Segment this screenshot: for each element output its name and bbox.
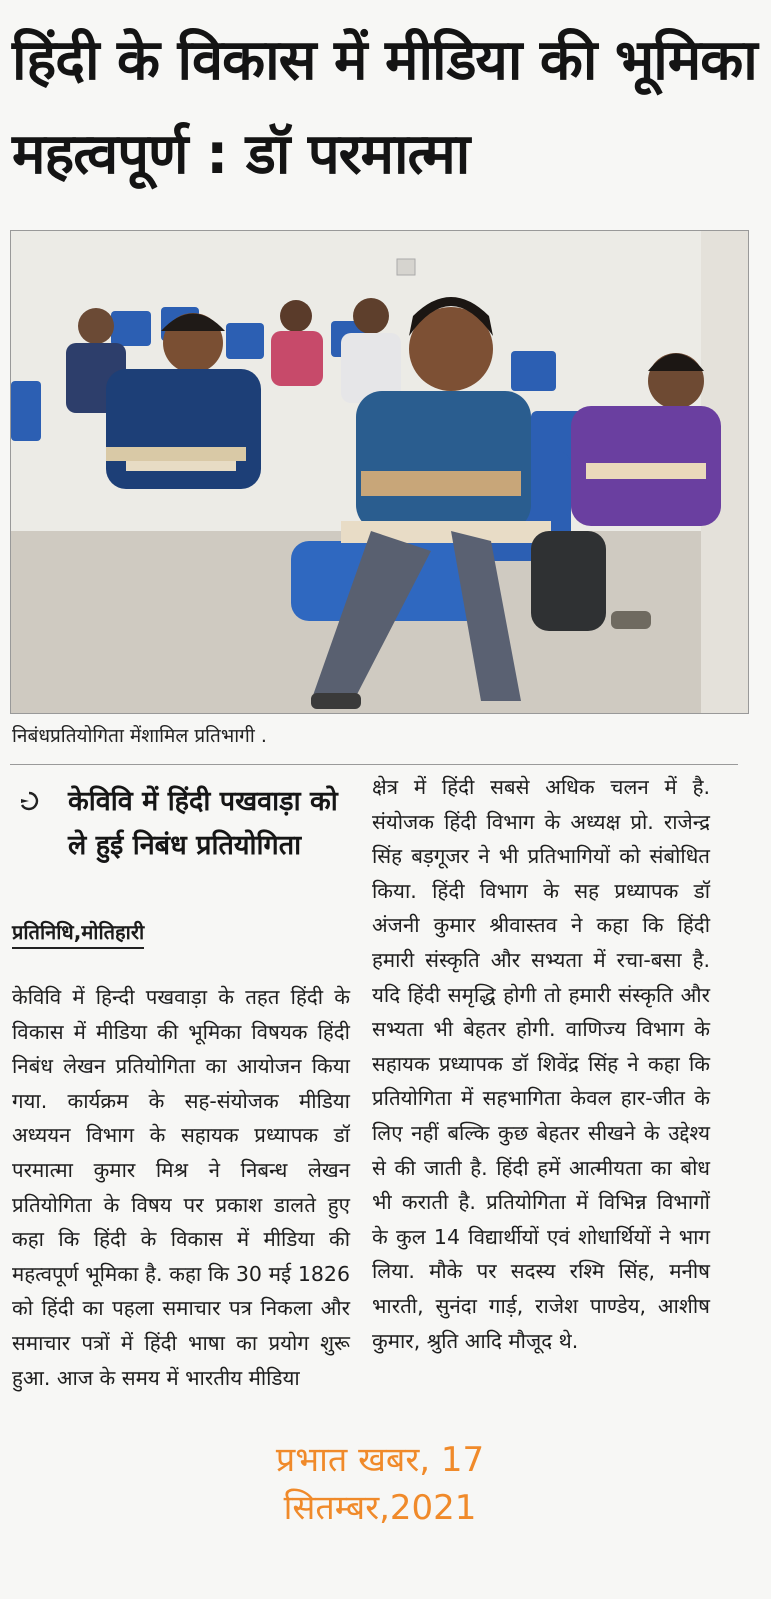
article-body-right: क्षेत्र में हिंदी सबसे अधिक चलन में है. संयोजक हिंदी विभाग के अध्यक्ष प्रो. राजेन्द्र सिंह बड़गूजर ने भी प्रतिभागियों को संबोधित किया. हिंदी विभाग के सह प्रध्यापक डॉ अंजनी कुमार श्रीवास्तव ने कहा कि हिंदी हमारी संस्कृति और सभ्यता में रचा-बसा है. यदि हिंदी समृद्धि होगी तो हमारी संस्कृति और सभ्यता भी बेहतर होगी. वाणिज्य विभाग के सहायक प्रध्यापक डॉ शिवेंद्र सिंह ने कहा कि प्रतियोगिता में सहभागिता केवल हार-जीत के लिए नहीं बल्कि कुछ बेहतर सीखने के उद्देश्य से की जाती है. हिंदी हमें आत्मीयता का बोध भी कराती है. प्रतियोगिता में विभिन्न विभागों के कुल 14 विद्यार्थीयों एवं शोधार्थियों ने भाग लिया. मौके पर सदस्य रश्मि सिंह, मनीष भारती, सुनंदा गार्ड़, राजेश पाण्डेय, आशीष कुमार, श्रुति आदि मौजूद थे. bbox=[372, 775, 710, 1353]
source-line-2: सितम्बर,2021 bbox=[283, 1488, 477, 1528]
byline: प्रतिनिधि,मोतिहारी bbox=[12, 918, 144, 949]
photo-caption: निबंधप्रतियोगिता मेंशामिल प्रतिभागी . bbox=[12, 725, 267, 747]
column-divider bbox=[10, 764, 738, 765]
source-note bbox=[160, 1436, 600, 1532]
article-photo bbox=[10, 230, 749, 714]
subheadline: केविवि में हिंदी पखवाड़ा को ले हुई निबंध प्रतियोगिता bbox=[68, 786, 338, 861]
article-body-left: केविवि में हिन्दी पखवाड़ा के तहत हिंदी के विकास में मीडिया की भूमिका विषयक हिंदी निबंध लेखन प्रतियोगिता का आयोजन किया गया. कार्यक्रम के सह-संयोजक मीडिया अध्ययन विभाग के सहायक प्रध्यापक डॉ परमात्मा कुमार मिश्र ने निबन्ध लेखन प्रतियोगिता के विषय पर प्रकाश डालते हुए कहा कि हिंदी के विकास में मीडिया की महत्वपूर्ण भूमिका है. कहा कि 30 मई 1826 को हिंदी का पहला समाचार पत्र निकला और समाचार पत्रों में हिंदी भाषा का प्रयोग शुरू हुआ. आज के समय में भारतीय मीडिया bbox=[12, 985, 350, 1390]
arrow-circle-icon bbox=[18, 790, 40, 812]
source-line-1: प्रभात खबर, 17 bbox=[275, 1440, 485, 1480]
headline: हिंदी के विकास में मीडिया की भूमिका महत्वपूर्ण : डॉ परमात्मा bbox=[12, 28, 757, 187]
